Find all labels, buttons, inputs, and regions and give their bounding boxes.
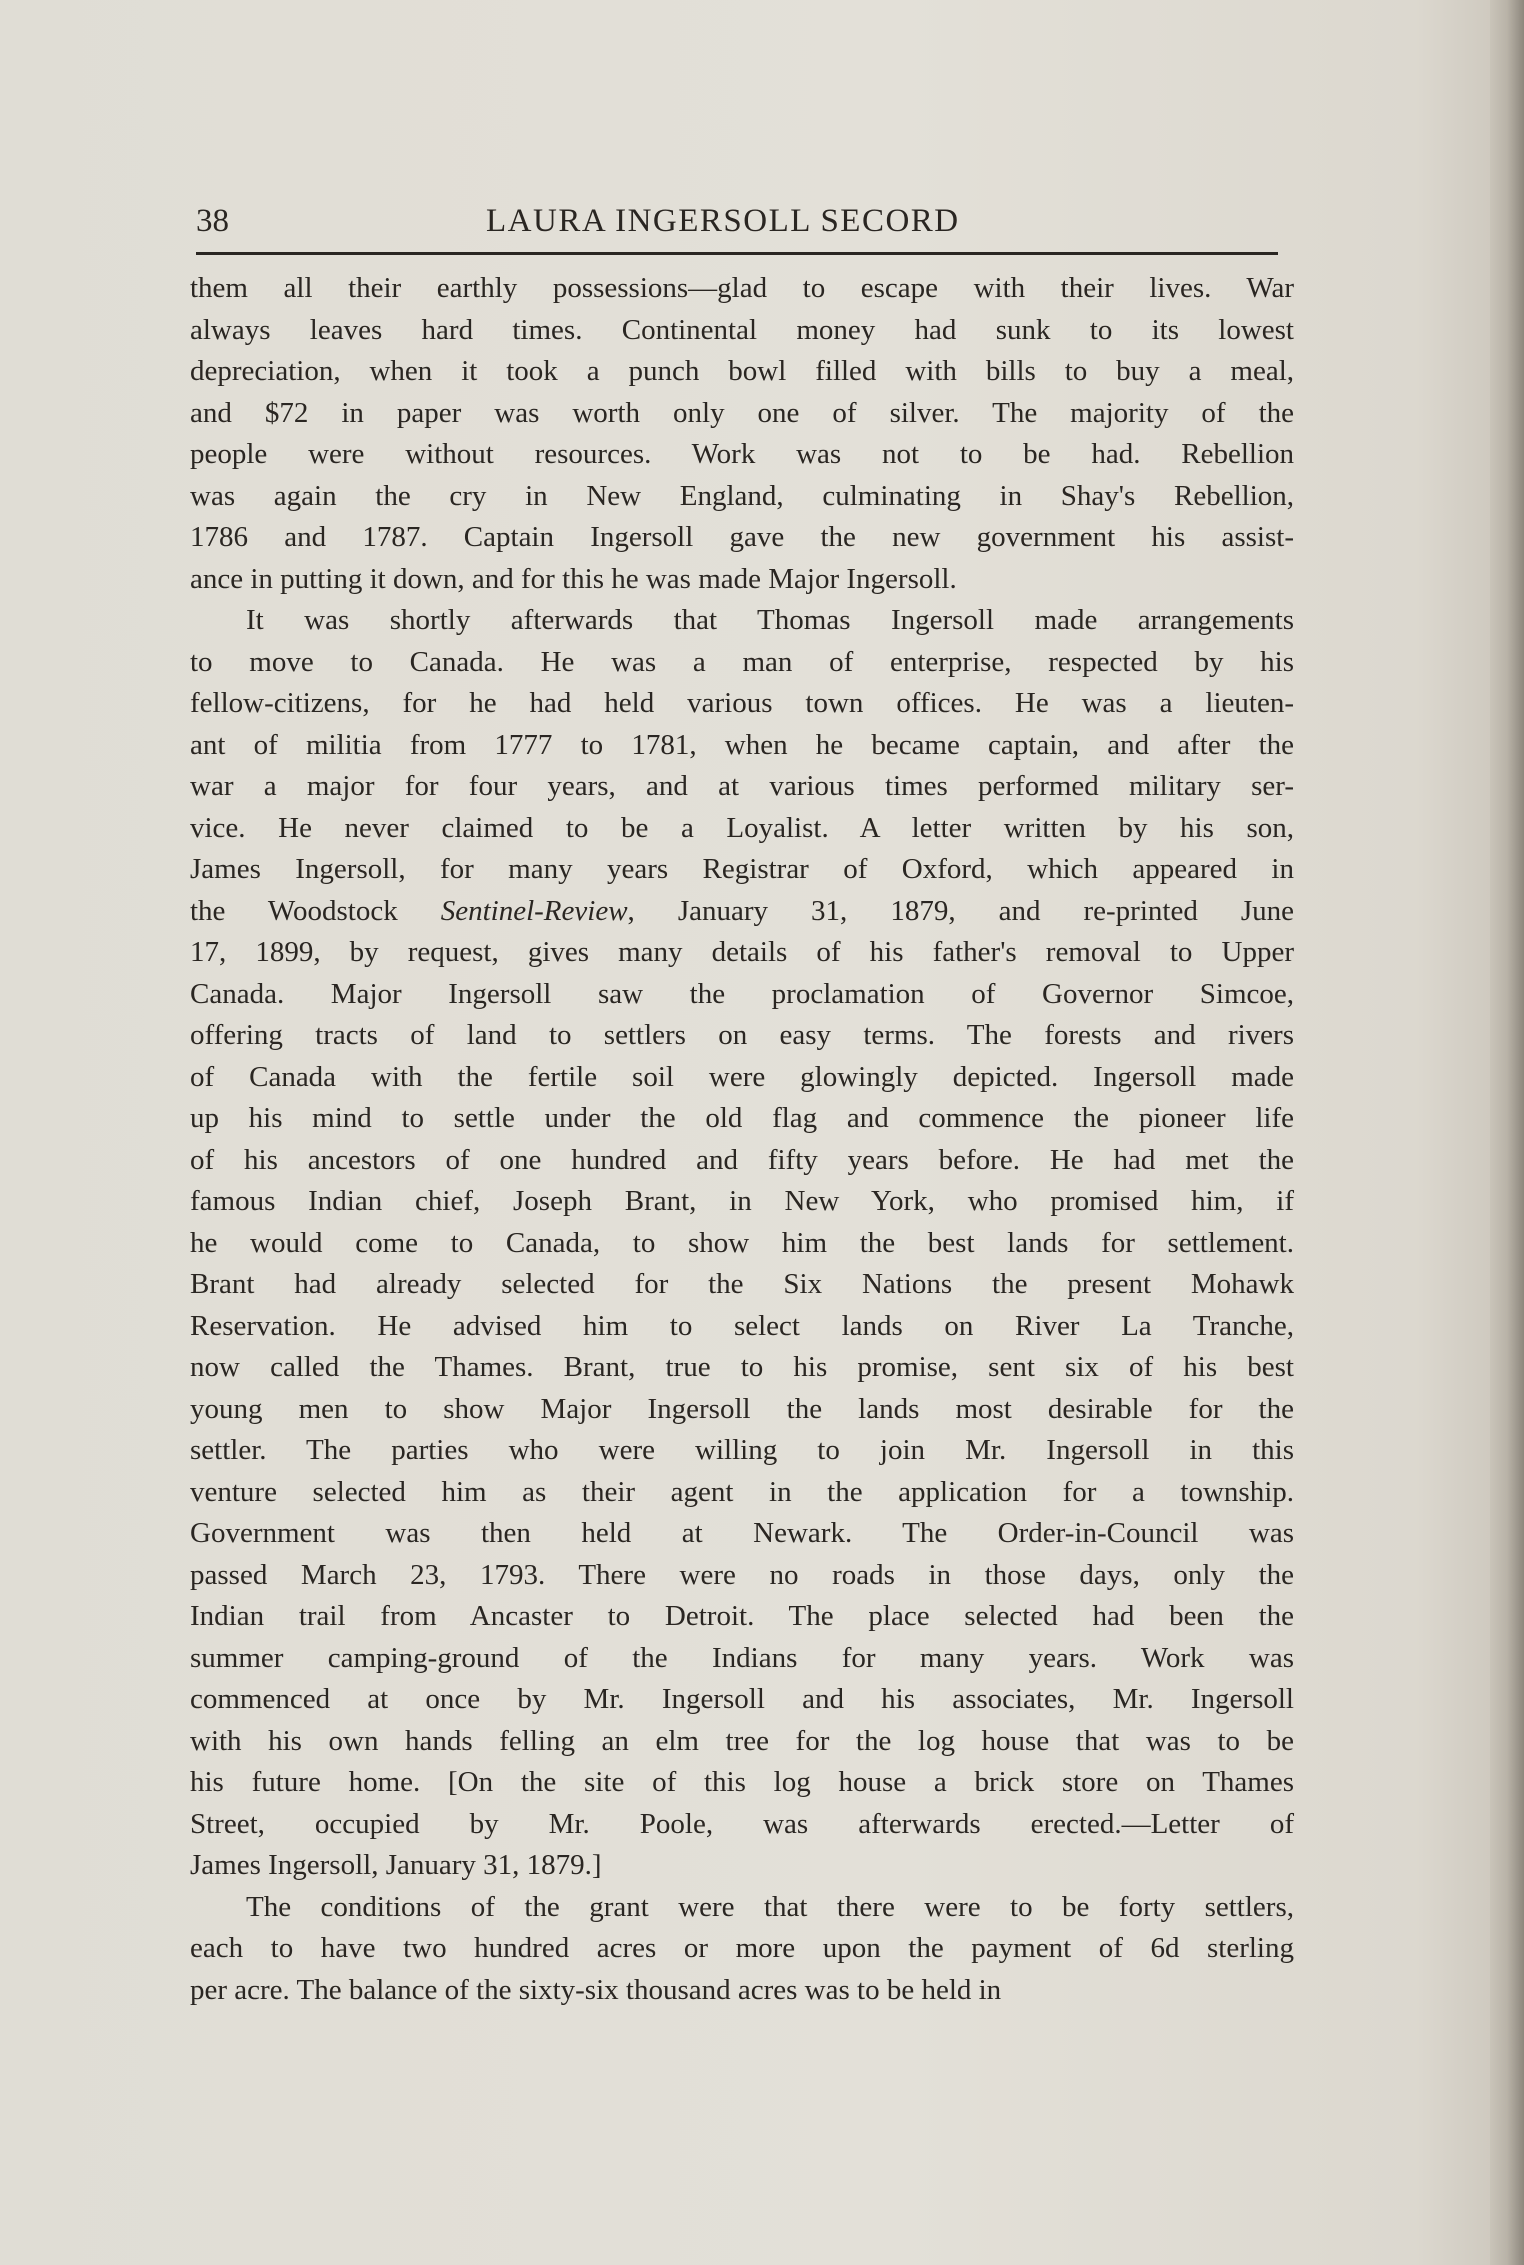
text-line: fellow-citizens, for he had held various town offices. He was a lieuten- bbox=[190, 687, 1294, 719]
text-line: with his own hands felling an elm tree for the log house that was to be bbox=[190, 1724, 1294, 1757]
page-header bbox=[196, 196, 1276, 246]
running-title: LAURA INGERSOLL SECORD bbox=[486, 203, 960, 239]
text-line: Reservation. He advised him to select lands on River La Tranche, bbox=[190, 1309, 1294, 1342]
text-line: Indian trail from Ancaster to Detroit. The place selected had been the bbox=[190, 1600, 1294, 1632]
book-spine-shadow bbox=[1490, 0, 1524, 2265]
text-line: James Ingersoll, January 31, 1879.] bbox=[190, 1849, 602, 1881]
text-line: to move to Canada. He was a man of enterprise, respected by his bbox=[190, 645, 1294, 678]
text-line: the Woodstock Sentinel-Review, January 31, 1879, and re-printed June bbox=[190, 894, 1295, 927]
body-text bbox=[190, 268, 1294, 2011]
text-line: commenced at once by Mr. Ingersoll and his associates, Mr. Ingersoll bbox=[190, 1683, 1294, 1715]
text-line: famous Indian chief, Joseph Brant, in New York, who promised him, if bbox=[190, 1185, 1294, 1217]
text-line: war a major for four years, and at various times performed military ser- bbox=[190, 770, 1294, 802]
text-line: his future home. [On the site of this log house a brick store on Thames bbox=[190, 1766, 1294, 1798]
text-line: depreciation, when it took a punch bowl filled with bills to buy a meal, bbox=[190, 355, 1294, 387]
text-line: 1786 and 1787. Captain Ingersoll gave the new government his assist- bbox=[190, 521, 1294, 553]
text-line: It was shortly afterwards that Thomas Ingersoll made arrangements bbox=[246, 604, 1294, 636]
text-line: settler. The parties who were willing to join Mr. Ingersoll in this bbox=[190, 1434, 1294, 1466]
text-line: passed March 23, 1793. There were no roads in those days, only the bbox=[190, 1558, 1294, 1591]
text-line: and $72 in paper was worth only one of silver. The majority of the bbox=[190, 396, 1294, 429]
text-line: James Ingersoll, for many years Registrar of Oxford, which appeared in bbox=[190, 853, 1294, 885]
text-line: offering tracts of land to settlers on easy terms. The forests and rivers bbox=[190, 1019, 1294, 1051]
paragraph bbox=[190, 1887, 1294, 2012]
text-line: The conditions of the grant were that there were to be forty settlers, bbox=[246, 1890, 1294, 1923]
text-line: Street, occupied by Mr. Poole, was afterwards erected.—Letter of bbox=[190, 1807, 1294, 1840]
text-line: them all their earthly possessions—glad to escape with their lives. War bbox=[190, 272, 1294, 304]
text-line: vice. He never claimed to be a Loyalist. A letter written by his son, bbox=[190, 811, 1294, 844]
page-number: 38 bbox=[196, 203, 229, 239]
text-line: 17, 1899, by request, gives many details of his father's removal to Upper bbox=[190, 936, 1294, 968]
text-line: per acre. The balance of the sixty-six thousand acres was to be held in bbox=[190, 1973, 1002, 2006]
text-line: young men to show Major Ingersoll the lands most desirable for the bbox=[190, 1392, 1294, 1425]
text-line: summer camping-ground of the Indians for many years. Work was bbox=[190, 1641, 1294, 1674]
text-line: was again the cry in New England, culminating in Shay's Rebellion, bbox=[190, 479, 1294, 512]
text-line: of his ancestors of one hundred and fifty years before. He had met the bbox=[190, 1143, 1294, 1176]
text-line: Canada. Major Ingersoll saw the proclamation of Governor Simcoe, bbox=[190, 977, 1294, 1010]
paragraph bbox=[190, 600, 1294, 1887]
text-line: each to have two hundred acres or more upon the payment of 6d sterling bbox=[190, 1932, 1294, 1964]
text-line: ant of militia from 1777 to 1781, when he became captain, and after the bbox=[190, 728, 1294, 761]
text-line: he would come to Canada, to show him the best lands for settlement. bbox=[190, 1226, 1294, 1259]
text-line: of Canada with the fertile soil were glowingly depicted. Ingersoll made bbox=[190, 1060, 1294, 1093]
text-line: ance in putting it down, and for this he was made Major Ingersoll. bbox=[190, 562, 957, 595]
text-line: always leaves hard times. Continental money had sunk to its lowest bbox=[190, 313, 1294, 346]
paragraph bbox=[190, 268, 1294, 600]
text-line: now called the Thames. Brant, true to his promise, sent six of his best bbox=[190, 1351, 1294, 1383]
text-line: venture selected him as their agent in the application for a township. bbox=[190, 1475, 1294, 1508]
text-line: Government was then held at Newark. The Order-in-Council was bbox=[190, 1517, 1294, 1549]
text-line: Brant had already selected for the Six Nations the present Mohawk bbox=[190, 1268, 1294, 1300]
text-line: people were without resources. Work was not to be had. Rebellion bbox=[190, 438, 1294, 470]
header-rule bbox=[196, 252, 1278, 255]
text-line: up his mind to settle under the old flag and commence the pioneer life bbox=[190, 1102, 1294, 1134]
